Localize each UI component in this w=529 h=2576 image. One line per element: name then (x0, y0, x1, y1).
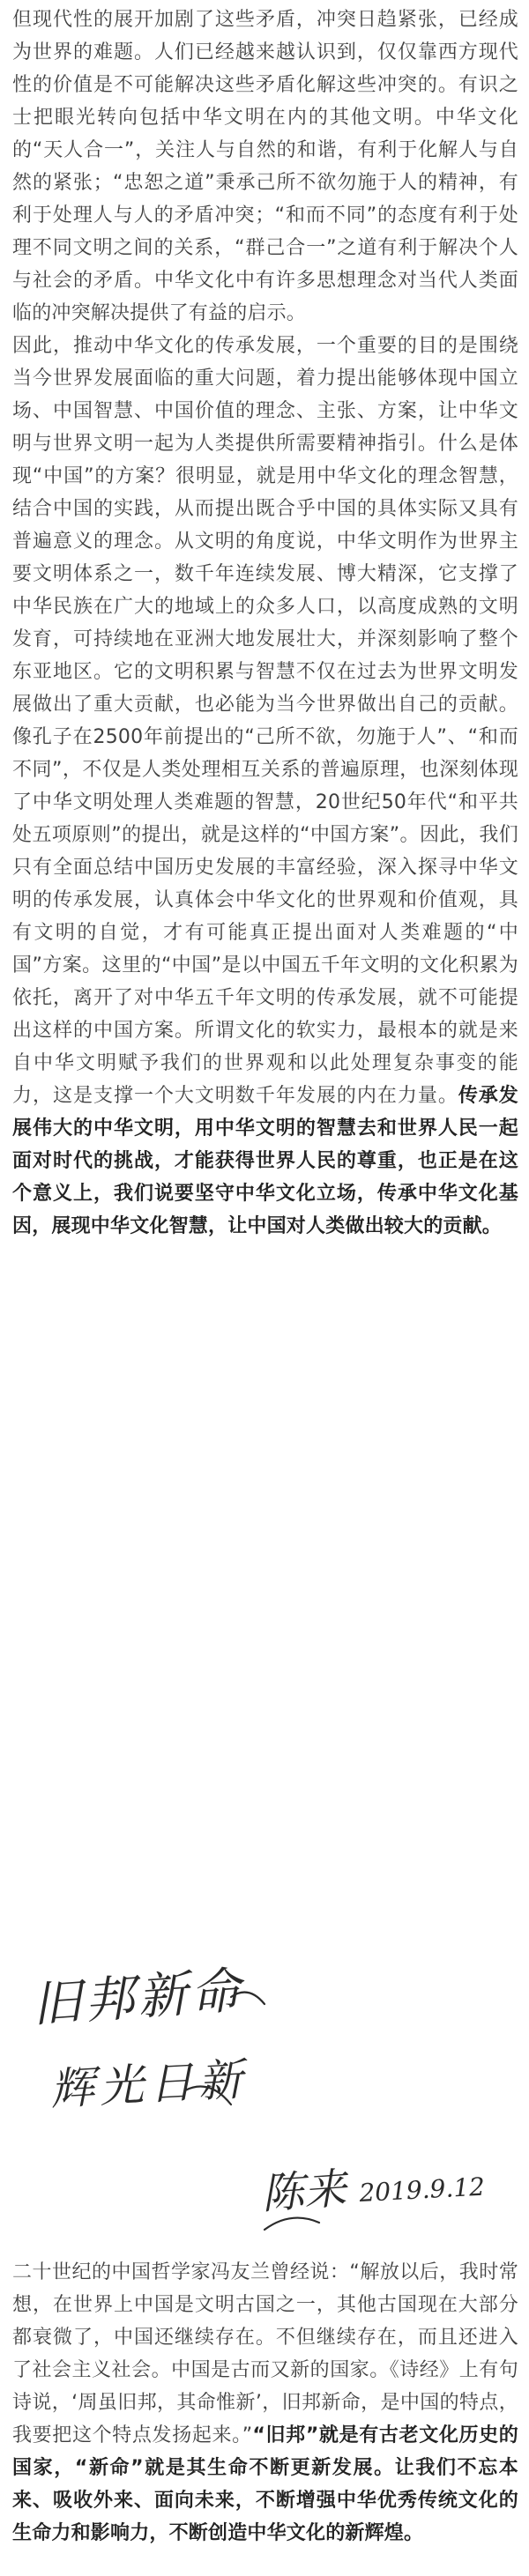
quote-term-old-nation-meaning: 就是有古老文化历史的国家， (12, 2424, 518, 2479)
paragraph-chinese-solution-emphasis: 传承发展伟大的中华文明，用中华文明的智慧去和世界人民一起面对时代的挑战，才能获得世界人民的尊重，也正是在这个意义上，我们说要坚守中华文化立场，传承中华文化基因，展现中华文化智慧，让中国对人类做出较大的贡献。 (12, 1085, 518, 1237)
paragraph-feng-youlan-quote (12, 2256, 518, 2550)
quote-conclusion: 就是其生命不断更新发展。让我们不忘本来、吸收外来、面向未来，不断增强中华优秀传统文化的生命力和影响力，不断创造中华文化的新辉煌。 (12, 2457, 518, 2544)
quote-term-old-nation: “旧邦” (252, 2424, 319, 2446)
paragraph-modernity-conflicts: 但现代性的展开加剧了这些矛盾，冲突日趋紧张，已经成为世界的难题。人们已经越来越认识到，仅仅靠西方现代性的价值是不可能解决这些矛盾化解这些冲突的。有识之士把眼光转向包括中华文明在内的其他文明。中华文化的“天人合一”，关注人与自然的和谐，有利于化解人与自然的紧张；“忠恕之道”秉承己所不欲勿施于人的精神，有利于处理人与人的矛盾冲突；“和而不同”的态度有利于处理不同文明之间的关系，“群己合一”之道有利于解决个人与社会的矛盾。中华文化中有许多思想理念对当代人类面临的冲突解决提供了有益的启示。 (12, 9, 518, 324)
calligraphy-inscription-image (0, 1932, 529, 2249)
calligraphy-inscription-drawing (0, 1932, 529, 2249)
article-body-part-2 (0, 2256, 529, 2573)
inscription-signature: 陈来 (259, 2164, 348, 2219)
inscription-line-1: 旧邦新命 (30, 1962, 246, 2034)
inscription-date: 2019.9.12 (358, 2171, 486, 2208)
inscription-line-2: 辉光日新 (48, 2053, 250, 2115)
quote-term-new-mission: “新命” (74, 2457, 144, 2479)
quote-text: 二十世纪的中国哲学家冯友兰曾经说：“解放以后，我时常想，在世界上中国是文明古国之一，其他古国现在大部分都衰微了，中国还继续存在。不但继续存在，而且还进入了社会主义社会。中国是古而又新的国家。《诗经》上有句诗说，‘周虽旧邦，其命惟新’，旧邦新命，是中国的特点，我要把这个特点发扬起来。” (12, 2261, 518, 2446)
paragraph-chinese-solution-text: 因此，推动中华文化的传承发展，一个重要的目的是围绕当今世界发展面临的重大问题，着力提出能够体现中国立场、中国智慧、中国价值的理念、主张、方案，让中华文明与世界文明一起为人类提供所需要精神指引。什么是体现“中国”的方案？很明显，就是用中华文化的理念智慧，结合中国的实践，从而提出既合乎中国的具体实际又具有普遍意义的理念。从文明的角度说，中华文明作为世界主要文明体系之一，数千年连续发展、博大精深，它支撑了中华民族在广大的地域上的众多人口，以高度成熟的文明发育，可持续地在亚洲大地发展壮大，并深刻影响了整个东亚地区。它的文明积累与智慧不仅在过去为世界文明发展做出了重大贡献，也必能为当今世界做出自己的贡献。像孔子在2500年前提出的“己所不欲，勿施于人”、“和而不同”，不仅是人类处理相互关系的普遍原理，也深刻体现了中华文明处理人类难题的智慧，20世纪50年代“和平共处五项原则”的提出，就是这样的“中国方案”。因此，我们只有全面总结中国历史发展的丰富经验，深入探寻中华文明的传承发展，认真体会中华文化的世界观和价值观，具有文明的自觉，才有可能真正提出面对人类难题的“中国”方案。这里的“中国”是以中国五千年文明的文化积累为依托，离开了对中华五千年文明的传承发展，就不可能提出这样的中国方案。所谓文化的软实力，最根本的就是来自中华文明赋予我们的世界观和以此处理复杂事变的能力，这是支撑一个大文明数千年发展的内在力量。 (12, 335, 518, 1107)
paragraph-chinese-solution (12, 330, 518, 1243)
